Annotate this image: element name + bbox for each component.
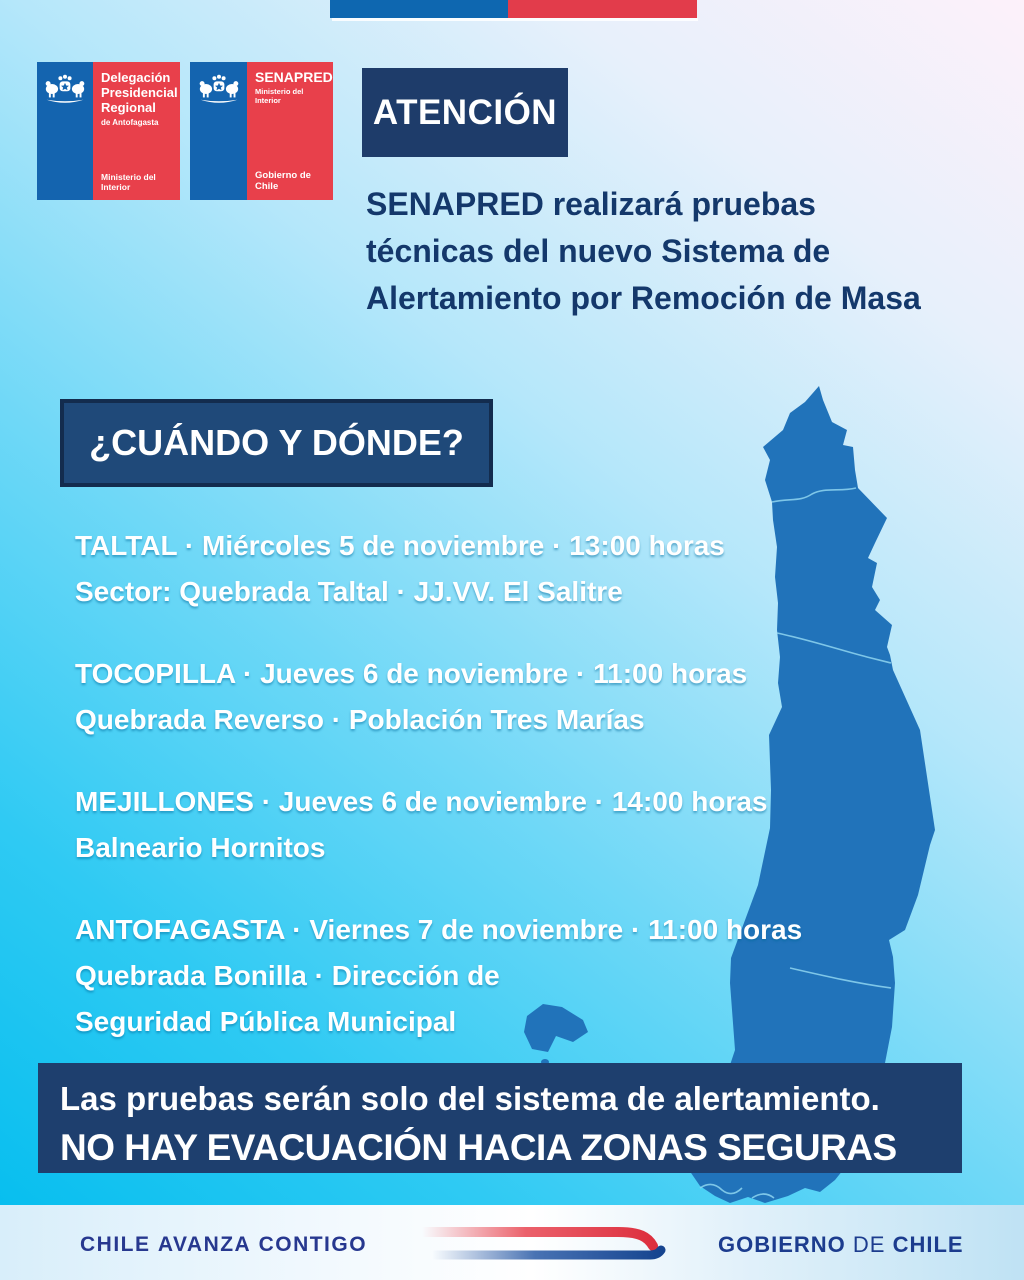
flagbar-underline	[332, 18, 698, 21]
schedule-entry-taltal	[75, 523, 955, 615]
schedule-entry-tocopilla	[75, 651, 955, 743]
announcement-line: técnicas del nuevo Sistema de	[366, 233, 831, 269]
flagbar-blue-segment	[330, 0, 508, 18]
entry-title: TALTAL · Miércoles 5 de noviembre · 13:00 horas	[75, 530, 725, 561]
flagbar-red-segment	[508, 0, 697, 18]
attention-badge: ATENCIÓN	[362, 68, 568, 157]
logo-senapred	[190, 62, 333, 200]
warning-line-2: NO HAY EVACUACIÓN HACIA ZONAS SEGURAS	[60, 1127, 897, 1168]
logo-subtitle: Ministerio del Interior	[255, 87, 304, 105]
coat-of-arms-icon	[196, 72, 242, 106]
footer-band	[0, 1205, 1024, 1280]
warning-banner	[38, 1063, 962, 1173]
logo-title: SENAPRED	[255, 69, 333, 85]
logo-blue-panel	[37, 62, 93, 200]
logo-delegacion-presidencial	[37, 62, 180, 200]
entry-detail: Sector: Quebrada Taltal · JJ.VV. El Salitre	[75, 576, 623, 607]
warning-line-1: Las pruebas serán solo del sistema de alertamiento.	[60, 1080, 880, 1117]
schedule-list	[75, 523, 955, 1081]
when-where-heading: ¿CUÁNDO Y DÓNDE?	[60, 399, 493, 487]
entry-title: TOCOPILLA · Jueves 6 de noviembre · 11:00 horas	[75, 658, 748, 689]
schedule-entry-mejillones	[75, 779, 955, 871]
gobierno-de-chile-wordmark: GOBIERNO DE CHILE	[718, 1232, 964, 1257]
announcement-line: SENAPRED realizará pruebas	[366, 186, 816, 222]
entry-title: ANTOFAGASTA · Viernes 7 de noviembre · 11:00 horas	[75, 914, 803, 945]
flag-swoosh-icon	[418, 1222, 674, 1266]
logo-footer: Gobierno de Chile	[255, 170, 311, 192]
announcement-text	[366, 181, 1006, 322]
logo-blue-panel	[190, 62, 247, 200]
entry-detail: Seguridad Pública Municipal	[75, 1006, 457, 1037]
entry-detail: Balneario Hornitos	[75, 832, 326, 863]
announcement-line: Alertamiento por Remoción de Masa	[366, 280, 921, 316]
entry-detail: Quebrada Reverso · Población Tres Marías	[75, 704, 645, 735]
entry-title: MEJILLONES · Jueves 6 de noviembre · 14:00 horas	[75, 786, 768, 817]
logo-title: Delegación Presidencial Regional	[101, 70, 178, 115]
logo-footer: Ministerio del Interior	[101, 172, 156, 192]
coat-of-arms-icon	[42, 72, 88, 106]
chile-avanza-contigo-wordmark: CHILE AVANZA CONTIGO	[80, 1233, 368, 1256]
entry-detail: Quebrada Bonilla · Dirección de	[75, 960, 500, 991]
schedule-entry-antofagasta	[75, 907, 955, 1045]
logo-subtitle: de Antofagasta	[101, 118, 159, 127]
